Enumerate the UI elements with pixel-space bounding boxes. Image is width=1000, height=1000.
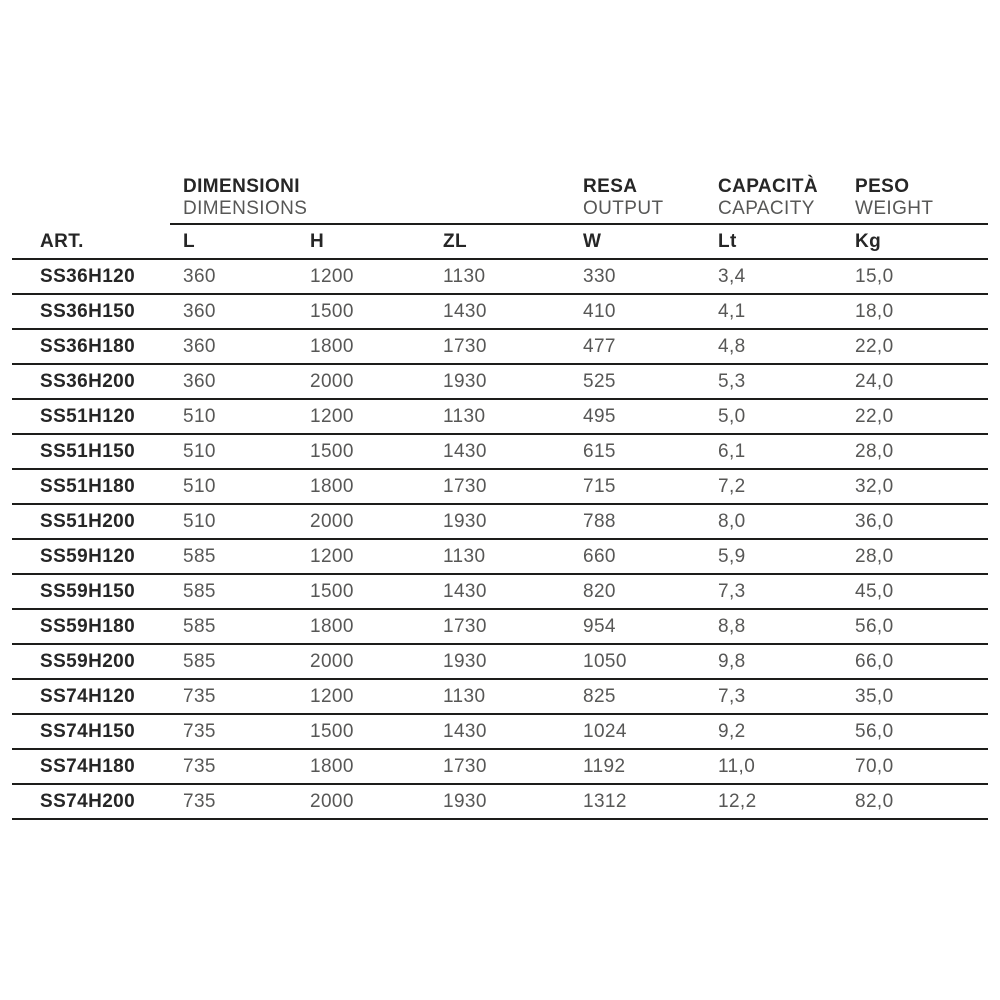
cell-kg: 45,0: [855, 580, 894, 602]
column-header-row: [12, 225, 988, 260]
table-row: [12, 295, 988, 330]
cell-kg: 36,0: [855, 510, 894, 532]
cell-art: SS59H180: [40, 615, 136, 637]
cell-l: 585: [183, 650, 216, 672]
table-row: [12, 365, 988, 400]
cell-l: 735: [183, 720, 216, 742]
cell-l: 585: [183, 545, 216, 567]
cell-zl: 1930: [443, 650, 487, 672]
cell-l: 735: [183, 755, 216, 777]
cell-kg: 70,0: [855, 755, 894, 777]
table-row: [12, 645, 988, 680]
cell-l: 510: [183, 510, 216, 532]
cell-zl: 1730: [443, 335, 487, 357]
cell-art: SS36H120: [40, 265, 136, 287]
cell-zl: 1130: [443, 405, 486, 427]
cell-h: 1800: [310, 615, 354, 637]
cell-w: 615: [583, 440, 616, 462]
cell-lt: 9,8: [718, 650, 746, 672]
cell-h: 1200: [310, 545, 354, 567]
cell-kg: 32,0: [855, 475, 894, 497]
cell-w: 954: [583, 615, 616, 637]
cell-zl: 1930: [443, 790, 487, 812]
cell-zl: 1930: [443, 370, 487, 392]
cell-kg: 28,0: [855, 440, 894, 462]
cell-h: 1800: [310, 475, 354, 497]
cell-lt: 4,1: [718, 300, 746, 322]
table-row: [12, 680, 988, 715]
cell-kg: 56,0: [855, 720, 894, 742]
cell-w: 715: [583, 475, 616, 497]
cell-zl: 1130: [443, 265, 486, 287]
group-weight: [855, 176, 988, 220]
cell-lt: 11,0: [718, 755, 756, 777]
group-dimensions-it: DIMENSIONI: [183, 176, 300, 197]
table-row: [12, 470, 988, 505]
cell-kg: 24,0: [855, 370, 894, 392]
cell-w: 1024: [583, 720, 627, 742]
cell-w: 495: [583, 405, 616, 427]
table-row: [12, 715, 988, 750]
cell-w: 825: [583, 685, 616, 707]
cell-h: 1500: [310, 720, 354, 742]
cell-h: 2000: [310, 790, 354, 812]
cell-h: 1800: [310, 755, 354, 777]
cell-l: 360: [183, 265, 216, 287]
cell-w: 1192: [583, 755, 626, 777]
group-capacity-it: CAPACITÀ: [718, 176, 818, 197]
cell-l: 735: [183, 685, 216, 707]
cell-lt: 7,2: [718, 475, 746, 497]
cell-art: SS74H120: [40, 685, 136, 707]
cell-h: 1500: [310, 440, 354, 462]
table-row: [12, 575, 988, 610]
cell-w: 1312: [583, 790, 627, 812]
group-weight-it: PESO: [855, 176, 910, 197]
cell-art: SS74H180: [40, 755, 136, 777]
cell-l: 585: [183, 580, 216, 602]
cell-art: SS51H200: [40, 510, 136, 532]
table-row: [12, 505, 988, 540]
cell-zl: 1730: [443, 475, 487, 497]
cell-lt: 5,9: [718, 545, 746, 567]
table-row: [12, 750, 988, 785]
cell-zl: 1730: [443, 755, 487, 777]
cell-w: 477: [583, 335, 616, 357]
header-kg: Kg: [855, 230, 882, 252]
cell-l: 510: [183, 475, 216, 497]
cell-art: SS36H180: [40, 335, 136, 357]
table-row: [12, 435, 988, 470]
header-w: W: [583, 230, 602, 252]
group-output-en: OUTPUT: [583, 198, 664, 219]
cell-kg: 22,0: [855, 405, 894, 427]
cell-l: 510: [183, 440, 216, 462]
cell-kg: 56,0: [855, 615, 894, 637]
cell-w: 788: [583, 510, 616, 532]
cell-l: 360: [183, 370, 216, 392]
cell-art: SS59H120: [40, 545, 136, 567]
cell-art: SS51H180: [40, 475, 136, 497]
header-art: ART.: [40, 230, 84, 252]
cell-l: 360: [183, 300, 216, 322]
cell-w: 1050: [583, 650, 627, 672]
cell-kg: 15,0: [855, 265, 894, 287]
cell-lt: 3,4: [718, 265, 746, 287]
cell-zl: 1430: [443, 440, 487, 462]
cell-lt: 5,3: [718, 370, 746, 392]
cell-art: SS51H120: [40, 405, 136, 427]
group-capacity-en: CAPACITY: [718, 198, 815, 219]
header-l: L: [183, 230, 196, 252]
cell-w: 820: [583, 580, 616, 602]
cell-zl: 1930: [443, 510, 487, 532]
cell-kg: 18,0: [855, 300, 894, 322]
cell-kg: 35,0: [855, 685, 894, 707]
cell-lt: 7,3: [718, 580, 746, 602]
cell-l: 585: [183, 615, 216, 637]
cell-h: 1200: [310, 405, 354, 427]
cell-w: 330: [583, 265, 616, 287]
cell-art: SS74H150: [40, 720, 136, 742]
table-row: [12, 540, 988, 575]
cell-w: 525: [583, 370, 616, 392]
cell-zl: 1430: [443, 300, 487, 322]
cell-zl: 1430: [443, 720, 487, 742]
cell-lt: 8,8: [718, 615, 746, 637]
cell-art: SS36H200: [40, 370, 136, 392]
cell-art: SS36H150: [40, 300, 136, 322]
group-dimensions-en: DIMENSIONS: [183, 198, 308, 219]
group-capacity: [718, 176, 855, 220]
cell-art: SS74H200: [40, 790, 136, 812]
cell-h: 1800: [310, 335, 354, 357]
group-output-it: RESA: [583, 176, 638, 197]
spec-table: [12, 176, 988, 820]
cell-h: 1500: [310, 300, 354, 322]
group-dimensions: [170, 176, 583, 220]
cell-art: SS51H150: [40, 440, 136, 462]
group-header-row: [170, 176, 988, 225]
cell-lt: 8,0: [718, 510, 746, 532]
cell-lt: 9,2: [718, 720, 746, 742]
cell-l: 510: [183, 405, 216, 427]
cell-lt: 5,0: [718, 405, 746, 427]
table-row: [12, 610, 988, 645]
group-weight-en: WEIGHT: [855, 198, 934, 219]
cell-zl: 1730: [443, 615, 487, 637]
cell-w: 410: [583, 300, 616, 322]
header-lt: Lt: [718, 230, 737, 252]
cell-kg: 82,0: [855, 790, 894, 812]
cell-lt: 7,3: [718, 685, 746, 707]
cell-kg: 22,0: [855, 335, 894, 357]
cell-h: 1500: [310, 580, 354, 602]
cell-h: 2000: [310, 650, 354, 672]
cell-art: SS59H200: [40, 650, 136, 672]
cell-zl: 1130: [443, 685, 486, 707]
table-row: [12, 330, 988, 365]
cell-zl: 1430: [443, 580, 487, 602]
cell-h: 2000: [310, 510, 354, 532]
table-row: [12, 260, 988, 295]
cell-h: 1200: [310, 265, 354, 287]
cell-kg: 28,0: [855, 545, 894, 567]
cell-zl: 1130: [443, 545, 486, 567]
cell-l: 360: [183, 335, 216, 357]
cell-kg: 66,0: [855, 650, 894, 672]
header-h: H: [310, 230, 325, 252]
table-row: [12, 785, 988, 820]
group-output: [583, 176, 718, 220]
header-zl: ZL: [443, 230, 468, 252]
cell-lt: 12,2: [718, 790, 757, 812]
table-row: [12, 400, 988, 435]
cell-lt: 6,1: [718, 440, 746, 462]
cell-art: SS59H150: [40, 580, 136, 602]
cell-lt: 4,8: [718, 335, 746, 357]
cell-l: 735: [183, 790, 216, 812]
cell-h: 1200: [310, 685, 354, 707]
cell-w: 660: [583, 545, 616, 567]
cell-h: 2000: [310, 370, 354, 392]
